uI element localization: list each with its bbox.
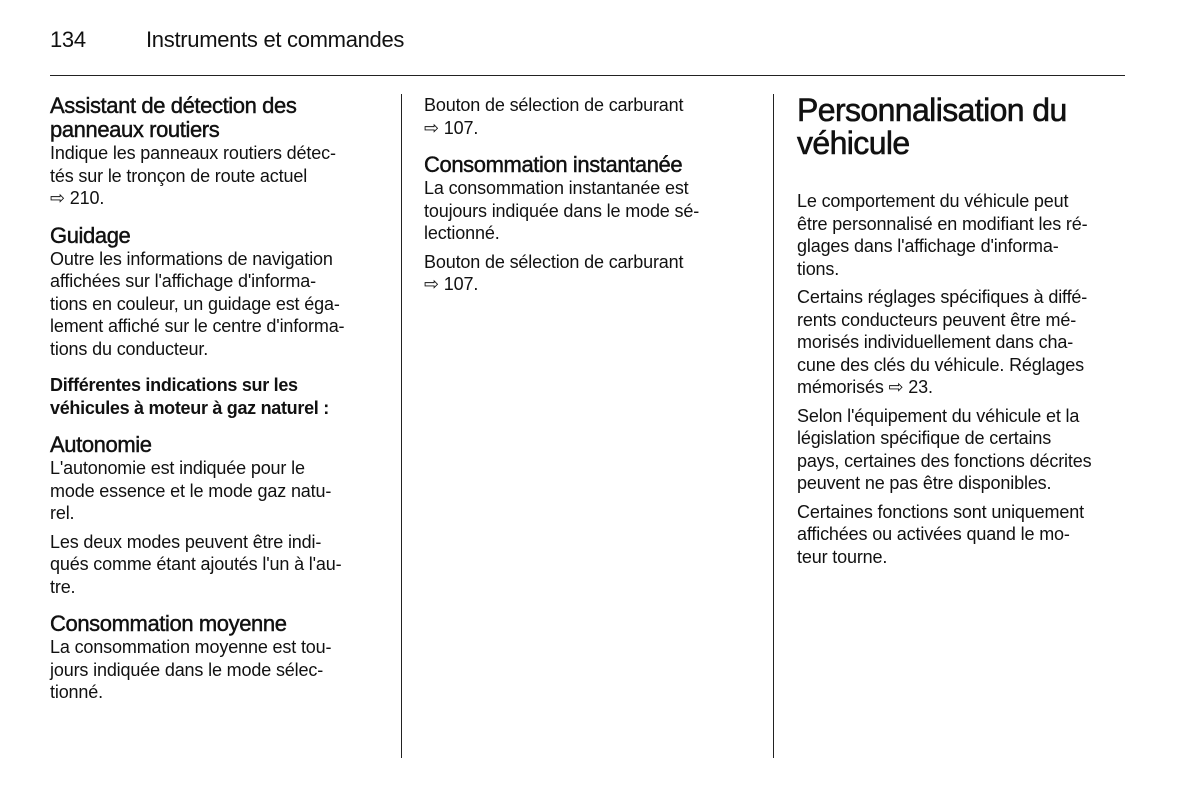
header-rule: [50, 75, 1125, 76]
paragraph: Outre les informations de navigation affichées sur l'affichage d'informa- tions en couleur, un guidage est éga- lement affiché sur le centre d'informa- tions du conducteur.: [50, 248, 345, 359]
page-number: 134: [50, 27, 86, 52]
paragraph: Certaines fonctions sont uniquement affichées ou activées quand le mo- teur tourne.: [797, 501, 1084, 567]
column-left: [50, 94, 382, 704]
section-heading-road-sign-assistant: Assistant de détection des panneaux routiers: [50, 93, 297, 142]
column-middle: [424, 94, 744, 296]
section-heading-instant-consumption: Consommation instantanée: [424, 152, 683, 177]
paragraph: Les deux modes peuvent être indi- qués comme étant ajoutés l'un à l'au- tre.: [50, 531, 342, 597]
paragraph: L'autonomie est indiquée pour le mode essence et le mode gaz natu- rel.: [50, 458, 332, 523]
section-heading-guidance: Guidage: [50, 222, 131, 248]
paragraph: Selon l'équipement du véhicule et la législation spécifique de certains pays, certaines des fonctions décrites peuvent ne pas être disponibles.: [797, 405, 1092, 493]
chapter-heading-personalisation: Personnalisation du véhicule: [797, 92, 1067, 161]
paragraph: Certains réglages spécifiques à diffé- rents conducteurs peuvent être mé- morisés individuellement dans cha- cune des clés du véhicule. Réglages mémorisés ⇨ 23.: [797, 287, 1088, 397]
bold-note: Différentes indications sur les véhicules à moteur à gaz naturel :: [50, 375, 329, 418]
section-heading-average-consumption: Consommation moyenne: [50, 611, 287, 636]
page-title: Instruments et commandes: [146, 27, 405, 52]
paragraph: Indique les panneaux routiers détec- tés sur le tronçon de route actuel ⇨ 210.: [50, 143, 336, 208]
paragraph: Bouton de sélection de carburant ⇨ 107.: [424, 95, 684, 138]
paragraph: Bouton de sélection de carburant ⇨ 107.: [424, 251, 684, 294]
paragraph: Le comportement du véhicule peut être personnalisé en modifiant les ré- glages dans l'affichage d'informa- tions.: [797, 191, 1088, 279]
column-divider: [401, 94, 402, 758]
column-divider: [773, 94, 774, 758]
paragraph: La consommation moyenne est tou- jours indiquée dans le mode sélec- tionné.: [50, 637, 332, 702]
paragraph: La consommation instantanée est toujours indiquée dans le mode sé- lectionné.: [424, 178, 700, 243]
page-header: [50, 26, 1125, 54]
column-right: [797, 94, 1127, 568]
section-heading-range: Autonomie: [50, 432, 152, 457]
